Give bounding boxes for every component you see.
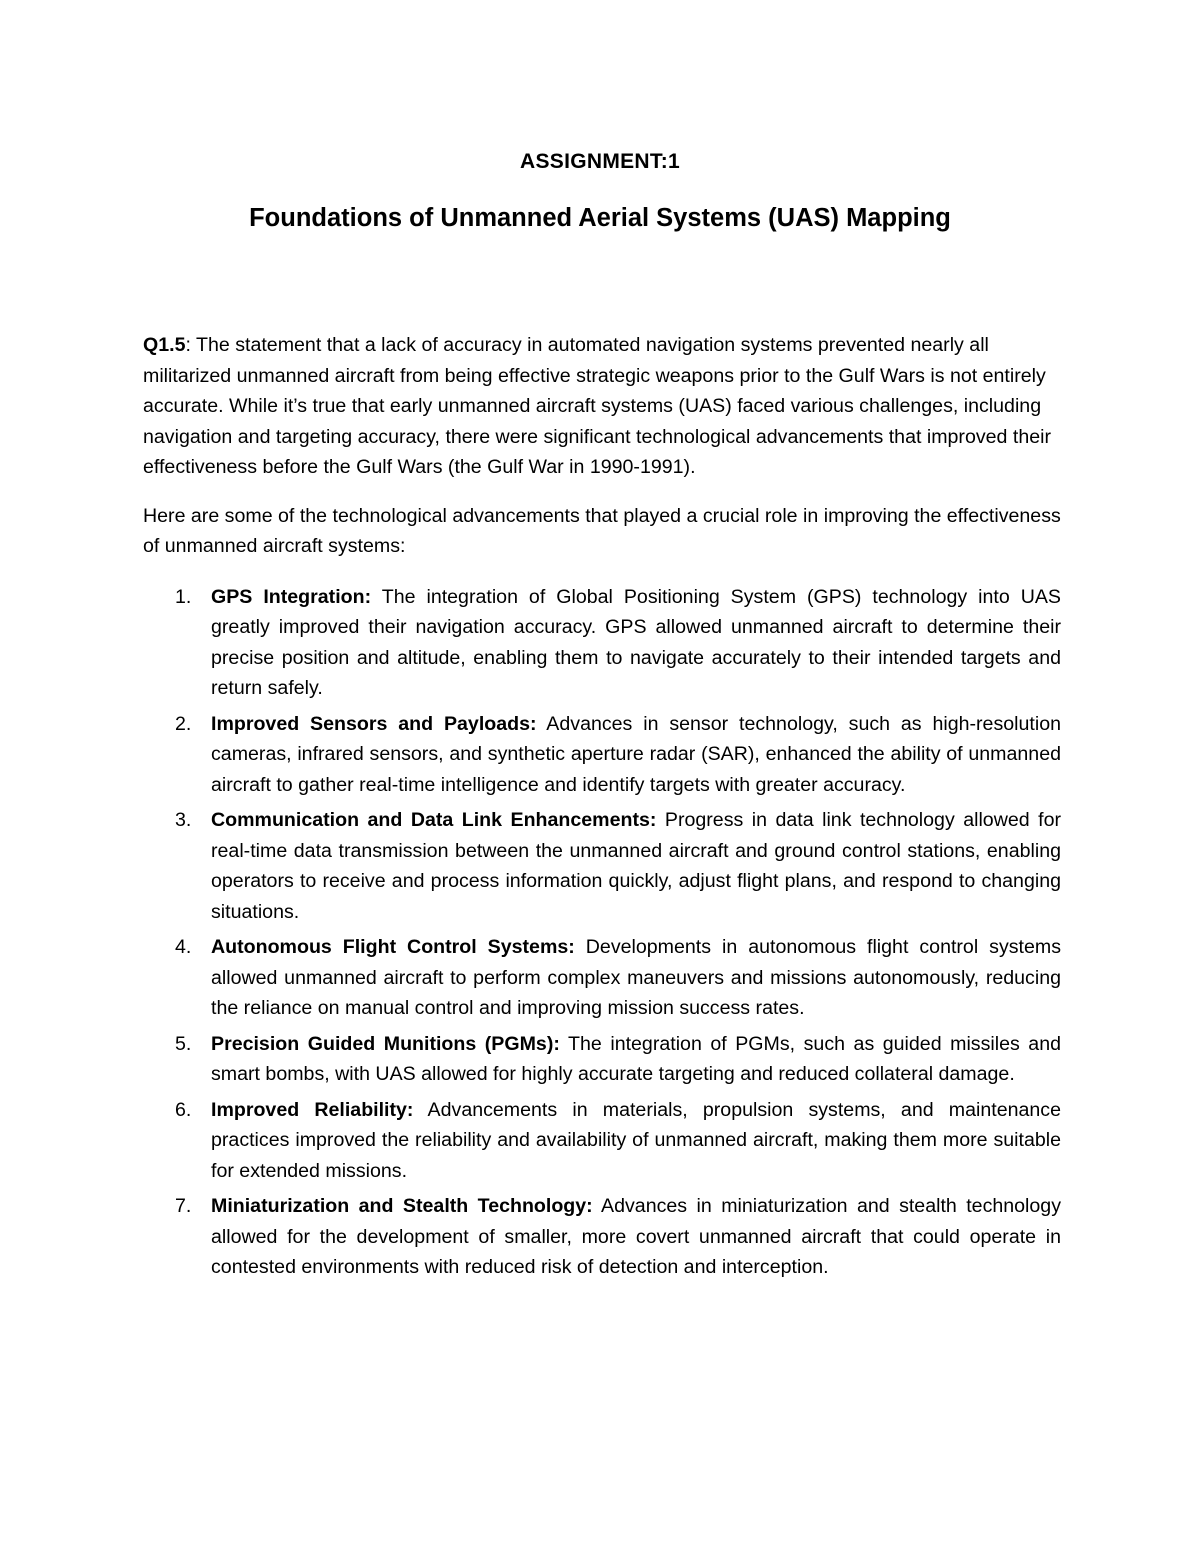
list-item-text: The integration of Global Positioning System (GPS) technology into UAS greatly improved their navigation accuracy. GPS allowed unmanned aircraft to determine their precise position and altitude, enabling them to navigate accurately to their intended targets and return safely.	[211, 585, 1061, 699]
list-item	[143, 1191, 1061, 1283]
question-label: Q1.5	[143, 334, 186, 356]
intro-paragraph: Here are some of the technological advancements that played a crucial role in improving the effectiveness of unmanned aircraft systems:	[143, 504, 1061, 557]
list-item-title: GPS Integration:	[211, 585, 372, 608]
question-text: : The statement that a lack of accuracy in automated navigation systems prevented nearly all militarized unmanned aircraft from being effective strategic weapons prior to the Gulf Wars is not entirely accurate. While it’s true that early unmanned aircraft systems (UAS) faced various challenges, including navigation and targeting accuracy, there were significant technological advancements that improved their effectiveness before the Gulf Wars (the Gulf War in 1990-1991).	[143, 334, 1051, 478]
list-item-number: 3.	[175, 809, 192, 831]
list-item	[143, 582, 1061, 704]
list-item-title: Autonomous Flight Control Systems:	[211, 936, 575, 958]
list-item-number: 7.	[175, 1195, 192, 1217]
list-item	[143, 709, 1061, 801]
list-item-title: Improved Sensors and Payloads:	[211, 712, 537, 735]
list-item-text: Developments in autonomous flight control systems allowed unmanned aircraft to perform complex maneuvers and missions autonomously, reducing the reliance on manual control and improving mission success rates.	[211, 936, 1061, 1019]
list-item-title: Precision Guided Munitions (PGMs):	[211, 1032, 560, 1055]
list-item-number: 5.	[175, 1032, 192, 1055]
list-item-text: Advances in miniaturization and stealth technology allowed for the development of smaller, more covert unmanned aircraft that could operate in contested environments with reduced risk of detection and interception.	[211, 1195, 1061, 1278]
list-item	[143, 1095, 1061, 1187]
question-paragraph	[143, 330, 1061, 483]
list-item	[143, 1029, 1061, 1090]
list-item-title: Improved Reliability:	[211, 1098, 414, 1121]
list-item-number: 2.	[175, 712, 192, 735]
list-item-number: 4.	[175, 936, 192, 958]
assignment-heading: ASSIGNMENT:1	[520, 150, 680, 173]
list-item	[143, 932, 1061, 1024]
list-item-text: Advancements in materials, propulsion systems, and maintenance practices improved the reliability and availability of unmanned aircraft, making them more suitable for extended missions.	[211, 1098, 1061, 1182]
list-item-text: The integration of PGMs, such as guided missiles and smart bombs, with UAS allowed for highly accurate targeting and reduced collateral damage.	[211, 1032, 1062, 1085]
document-body	[143, 330, 1061, 1288]
list-item-number: 1.	[175, 585, 192, 608]
list-item-text: Progress in data link technology allowed for real-time data transmission between the unmanned aircraft and ground control stations, enabling operators to receive and process information quickly, adjust flight plans, and respond to changing situations.	[211, 809, 1061, 923]
list-item-title: Communication and Data Link Enhancements:	[211, 809, 657, 831]
page-title: Foundations of Unmanned Aerial Systems (UAS) Mapping	[249, 204, 951, 232]
list-item-text: Advances in sensor technology, such as high-resolution cameras, infrared sensors, and synthetic aperture radar (SAR), enhanced the ability of unmanned aircraft to gather real-time intelligence and identify targets with greater accuracy.	[211, 712, 1061, 796]
list-item-number: 6.	[175, 1098, 192, 1121]
advancements-list	[143, 582, 1061, 1283]
list-item	[143, 805, 1061, 927]
list-item-title: Miniaturization and Stealth Technology:	[211, 1195, 593, 1217]
